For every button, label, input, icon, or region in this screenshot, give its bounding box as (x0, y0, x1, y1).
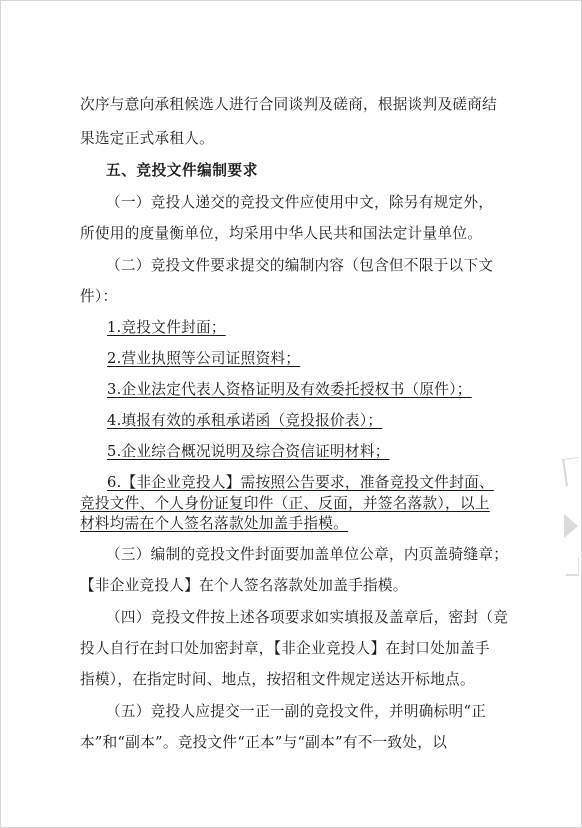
stamp-fragment (566, 558, 579, 576)
stamp-fragment (564, 514, 578, 538)
section-heading: 五、竞投文件编制要求 (106, 162, 258, 179)
list-item: 4.填报有效的承租承诺函（竞投报价表）； (107, 412, 383, 429)
paragraph-line: （五）竞投人应提交一正一副的竞投文件，并明确标明“正 (106, 703, 487, 720)
list-item: 5.企业综合概况说明及综合资信证明材料； (107, 443, 390, 460)
paragraph-line: （三）编制的竞投文件封面要加盖单位公章，内页盖骑缝章； (106, 546, 509, 563)
list-item: 6.【非企业竞投人】需按照公告要求，准备竞投文件封面、 (107, 474, 494, 491)
list-item-continued: 材料均需在个人签名落款处加盖手指模。 (80, 515, 349, 532)
seam-stamp-mark (562, 458, 582, 588)
list-item-continued: 竞投文件、个人身份证复印件（正、反面，并签名落款），以上 (80, 495, 490, 512)
paragraph-line: 果选定正式承租人。 (80, 130, 215, 147)
list-item: 2.营业执照等公司证照资料； (107, 350, 301, 367)
paragraph-line: （一）竞投人递交的竞投文件应使用中文，除另有规定外， (106, 194, 494, 211)
paragraph-line: （四）竞投文件按上述各项要求如实填报及盖章后，密封（竞 (106, 609, 509, 626)
list-item: 3.企业法定代表人资格证明及有效委托授权书（原件）； (107, 381, 472, 398)
paragraph-line: 件）： (80, 288, 118, 305)
paragraph-line: 所使用的度量衡单位，均采用中华人民共和国法定计量单位。 (80, 225, 483, 242)
stamp-fragment (562, 457, 582, 486)
paragraph-line: （二）竞投文件要求提交的编制内容（包含但不限于以下文 (106, 257, 494, 274)
paragraph-line: 【非企业竞投人】在个人签名落款处加盖手指模。 (80, 577, 408, 594)
paragraph-line: 次序与意向承租候选人进行合同谈判及磋商，根据谈判及磋商结 (80, 96, 498, 113)
paragraph-line: 投人自行在封口处加密封章，【非企业竞投人】在封口处加盖手 (80, 640, 490, 657)
list-item: 1.竞投文件封面； (107, 319, 226, 336)
paragraph-line: 指模），在指定时间、地点，按招租文件规定送达开标地点。 (80, 671, 475, 688)
paragraph-line: 本”和“副本”。竞投文件“正本”与“副本”有不一致处，以 (80, 734, 448, 751)
